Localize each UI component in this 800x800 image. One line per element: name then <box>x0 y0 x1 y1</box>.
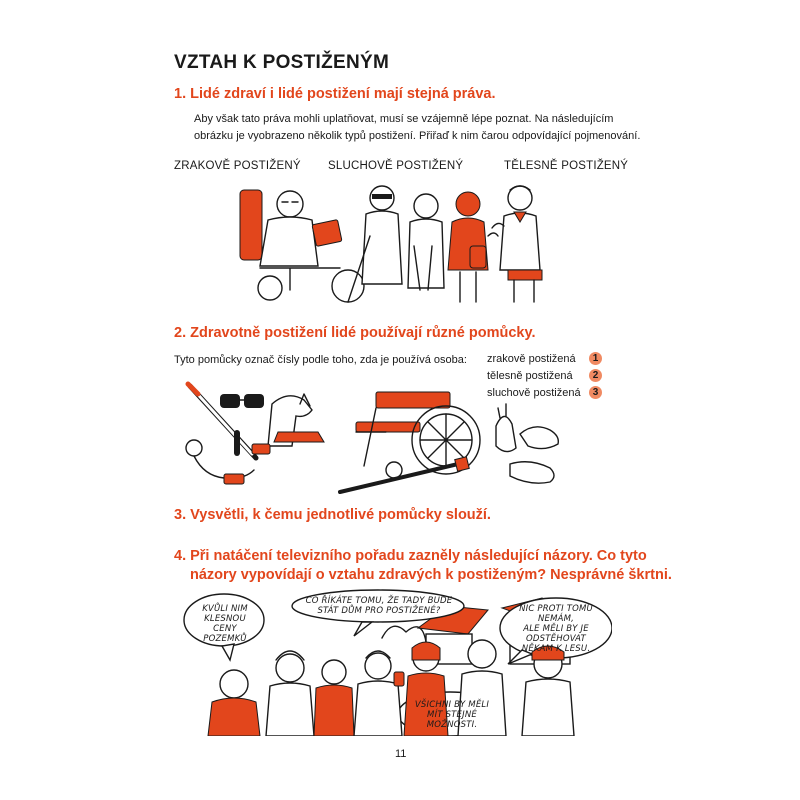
aids-illustration <box>180 374 600 498</box>
category-visual: ZRAKOVĚ POSTIŽENÝ <box>174 160 301 172</box>
speech-bubble-equal: VŠICHNI BY MĚLI MÍT STEJNÉ MOŽNOSTI. <box>414 700 490 730</box>
legend-label: tělesně postižená <box>487 369 573 382</box>
disabilities-illustration <box>230 176 560 308</box>
section4-heading-line1: 4. Při natáčení televizního pořadu zazněly následující názory. Co tyto <box>174 548 647 564</box>
number-badge: 1 <box>589 352 602 365</box>
category-hearing: SLUCHOVĚ POSTIŽENÝ <box>328 160 464 172</box>
sign-language-hands-icon <box>496 404 558 483</box>
number-badge: 2 <box>589 369 602 382</box>
legend-label: zrakově postižená <box>487 352 576 365</box>
wheelchair-user-figure <box>240 190 364 302</box>
speech-bubble-question: CO ŘÍKÁTE TOMU, ŽE TADY BUDE STÁT DŮM PRO POSTIŽENÉ? <box>305 596 453 616</box>
section2-heading: 2. Zdravotně postižení lidé používají různé pomůcky. <box>174 325 536 341</box>
dark-glasses-icon <box>220 394 264 408</box>
section1-line2: obrázku je vyobrazeno několik typů postižení. Přiřaď k nim čarou odpovídající pojmenování. <box>194 130 641 142</box>
page-title: VZTAH K POSTIŽENÝM <box>174 52 390 73</box>
number-badge: 3 <box>589 386 602 399</box>
category-physical: TĚLESNĚ POSTIŽENÝ <box>504 160 629 172</box>
section2-instruction: Tyto pomůcky označ čísly podle toho, zda je používá osoba: <box>174 354 467 366</box>
page-number: 11 <box>395 748 407 760</box>
section3-heading: 3. Vysvětli, k čemu jednotlivé pomůcky slouží. <box>174 507 491 523</box>
blind-person-figure <box>348 186 444 302</box>
speech-bubble-move-away: NIC PROTI TOMU NEMÁM, ALE MĚLI BY JE ODSTĚHOVAT NĚKAM K LESU. <box>519 604 593 654</box>
deaf-people-figure <box>448 186 542 302</box>
legend-label: sluchově postižená <box>487 386 581 399</box>
section1-heading: 1. Lidé zdraví i lidé postižení mají stejná práva. <box>174 86 496 102</box>
section1-line1: Aby však tato práva mohli uplatňovat, musí se vzájemně lépe poznat. Na následujícím <box>194 113 614 125</box>
speech-bubble-prices: KVŮLI NIM KLESNOU CENY POZEMKŮ <box>202 604 248 644</box>
legend-visual <box>487 352 602 365</box>
section4-heading-line2: názory vypovídají o vztahu zdravých k postiženým? Nesprávné škrtni. <box>190 567 672 583</box>
guide-dog-icon <box>268 394 324 446</box>
